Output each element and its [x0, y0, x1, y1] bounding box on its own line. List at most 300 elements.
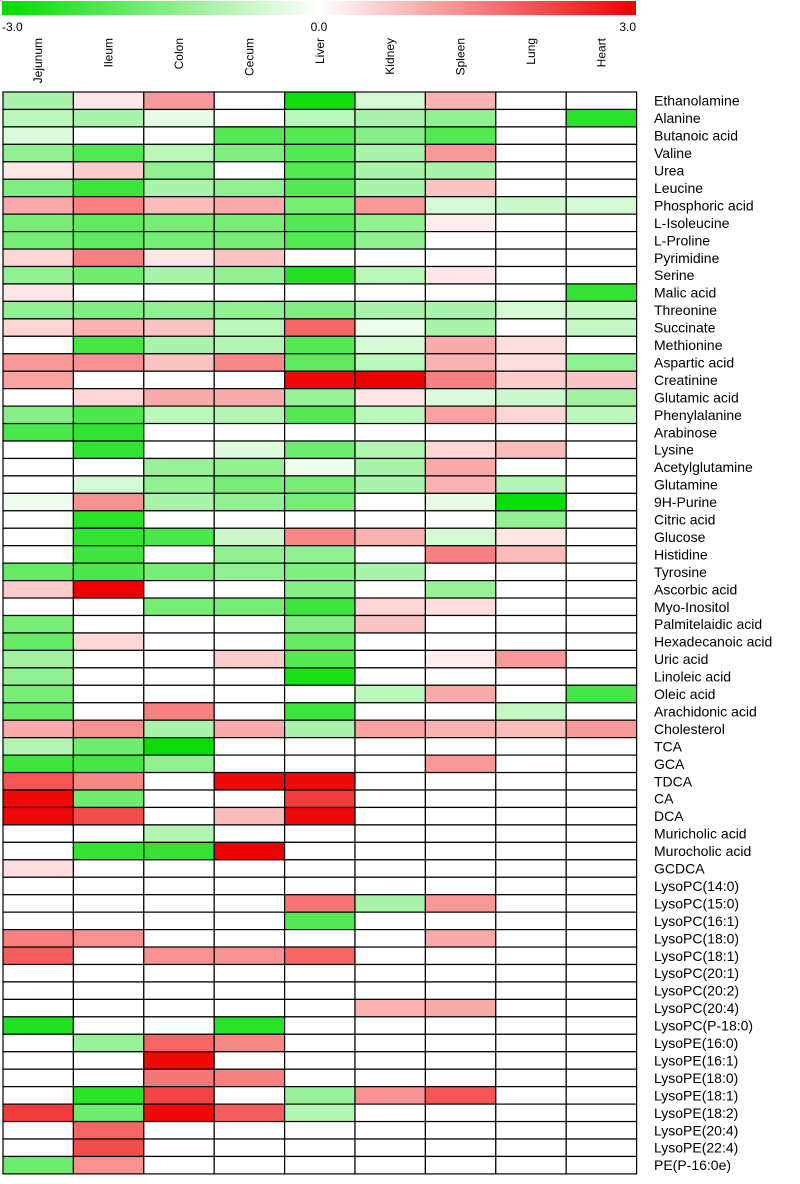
heatmap-cell [73, 1034, 143, 1051]
heatmap-cell [355, 301, 425, 318]
heatmap-cell [73, 1052, 143, 1069]
heatmap-cell [144, 790, 214, 807]
heatmap-cell [214, 685, 284, 702]
heatmap-cell [144, 895, 214, 912]
heatmap-cell [425, 179, 495, 196]
heatmap-cell [496, 1156, 566, 1173]
heatmap-cell [3, 232, 73, 249]
heatmap-cell [285, 127, 355, 144]
heatmap-cell [566, 930, 636, 947]
heatmap-cell [3, 1104, 73, 1121]
heatmap-cell [3, 842, 73, 859]
heatmap-cell [425, 424, 495, 441]
heatmap-cell [566, 1069, 636, 1086]
heatmap-cell [3, 947, 73, 964]
heatmap-cell [214, 930, 284, 947]
heatmap-cell [566, 546, 636, 563]
heatmap-cell [144, 301, 214, 318]
heatmap-cell [144, 633, 214, 650]
row-label: Cholesterol [654, 720, 725, 737]
heatmap-cell [425, 807, 495, 824]
heatmap-cell [566, 912, 636, 929]
heatmap-cell [144, 1156, 214, 1173]
heatmap-cell [496, 616, 566, 633]
heatmap-cell [144, 424, 214, 441]
heatmap-cell [566, 650, 636, 667]
row-label: Histidine [654, 546, 708, 563]
heatmap-cell [73, 790, 143, 807]
row-label: Ascorbic acid [654, 581, 738, 598]
row-label: Creatinine [654, 371, 718, 388]
heatmap-cell [496, 127, 566, 144]
heatmap-cell [73, 860, 143, 877]
heatmap-cell [496, 581, 566, 598]
row-label: Glutamic acid [654, 389, 739, 406]
heatmap-cell [3, 877, 73, 894]
heatmap-cell [355, 563, 425, 580]
row-label: LysoPE(18:0) [654, 1069, 739, 1086]
heatmap-cell [566, 825, 636, 842]
heatmap-cell [214, 441, 284, 458]
row-label: LysoPC(18:0) [654, 930, 740, 947]
row-label: LysoPC(20:2) [654, 982, 740, 999]
row-label: Methionine [654, 337, 723, 354]
heatmap-cell [214, 162, 284, 179]
heatmap-cell [285, 720, 355, 737]
heatmap-cell [566, 127, 636, 144]
heatmap-cell [3, 999, 73, 1016]
heatmap-cell [214, 1052, 284, 1069]
heatmap-cell [73, 755, 143, 772]
heatmap-cell [144, 738, 214, 755]
heatmap-cell [425, 825, 495, 842]
heatmap-cell [425, 1139, 495, 1156]
row-label: LysoPC(16:1) [654, 912, 740, 929]
heatmap-cell [425, 493, 495, 510]
heatmap-cell [73, 825, 143, 842]
heatmap-cell [73, 807, 143, 824]
heatmap-cell [73, 1017, 143, 1034]
heatmap-cell [425, 598, 495, 615]
heatmap-cell [73, 214, 143, 231]
row-label: LysoPC(15:0) [654, 895, 740, 912]
heatmap-cell [566, 109, 636, 126]
heatmap-cell [496, 214, 566, 231]
row-label: Leucine [654, 179, 704, 196]
heatmap-cell [566, 371, 636, 388]
heatmap-cell [214, 109, 284, 126]
heatmap-cell [355, 389, 425, 406]
heatmap-cell [496, 895, 566, 912]
heatmap-cell [566, 1087, 636, 1104]
row-label: LysoPE(18:1) [654, 1087, 739, 1104]
row-label: PE(P-16:0e) [654, 1157, 732, 1174]
heatmap-cell [425, 860, 495, 877]
heatmap-cell [496, 877, 566, 894]
heatmap-cell [3, 790, 73, 807]
color-scale-bar [2, 1, 636, 15]
heatmap-cell [73, 999, 143, 1016]
heatmap-cell [425, 877, 495, 894]
heatmap-cell [425, 703, 495, 720]
heatmap-cell [73, 127, 143, 144]
heatmap-cell [73, 581, 143, 598]
heatmap-cell [285, 301, 355, 318]
row-label: Threonine [654, 302, 718, 319]
heatmap-cell [566, 336, 636, 353]
heatmap-cell [496, 249, 566, 266]
row-label: Alanine [654, 110, 701, 127]
heatmap-cell [285, 860, 355, 877]
row-label: Phenylalanine [654, 406, 742, 423]
heatmap-cell [3, 267, 73, 284]
heatmap-cell [355, 109, 425, 126]
heatmap-cell [355, 319, 425, 336]
heatmap-cell [214, 354, 284, 371]
heatmap-cell [214, 493, 284, 510]
heatmap-cell [73, 179, 143, 196]
row-label: Pyrimidine [654, 249, 720, 266]
heatmap-cell [214, 616, 284, 633]
heatmap-cell [3, 982, 73, 999]
heatmap-cell [425, 581, 495, 598]
heatmap-cell [496, 633, 566, 650]
column-labels [31, 37, 608, 83]
heatmap-cell [285, 825, 355, 842]
heatmap-cell [566, 860, 636, 877]
heatmap-cell [214, 546, 284, 563]
heatmap-cell [496, 284, 566, 301]
heatmap-cell [355, 336, 425, 353]
heatmap-cell [496, 1052, 566, 1069]
heatmap-cell [285, 1034, 355, 1051]
heatmap-cell [566, 424, 636, 441]
heatmap-cell [285, 1122, 355, 1139]
heatmap-cell [425, 336, 495, 353]
heatmap-cell [3, 197, 73, 214]
heatmap-cell [566, 807, 636, 824]
heatmap-cell [144, 703, 214, 720]
heatmap-cell [73, 930, 143, 947]
heatmap-cell [355, 703, 425, 720]
column-label-heart: Heart [594, 38, 609, 68]
heatmap-cell [73, 668, 143, 685]
heatmap-cell [3, 738, 73, 755]
row-label: DCA [654, 808, 684, 825]
heatmap-cell [425, 1156, 495, 1173]
heatmap-cell [144, 249, 214, 266]
heatmap-cell [73, 458, 143, 475]
heatmap-cell [285, 458, 355, 475]
heatmap-cell [285, 773, 355, 790]
heatmap-cell [3, 371, 73, 388]
heatmap-cell [144, 371, 214, 388]
row-label: Uric acid [654, 651, 709, 668]
heatmap-cell [144, 668, 214, 685]
heatmap-cell [214, 127, 284, 144]
heatmap-cell [285, 1069, 355, 1086]
heatmap-cell [566, 598, 636, 615]
row-label: Linoleic acid [654, 668, 732, 685]
heatmap-cell [3, 598, 73, 615]
heatmap-cell [214, 267, 284, 284]
heatmap-cell [73, 109, 143, 126]
heatmap-cell [214, 912, 284, 929]
heatmap-cell [496, 755, 566, 772]
heatmap-cell [3, 965, 73, 982]
heatmap-cell [425, 162, 495, 179]
heatmap-cell [3, 912, 73, 929]
column-label-ileum: Ileum [101, 38, 116, 68]
heatmap-cell [285, 738, 355, 755]
heatmap-cell [425, 546, 495, 563]
heatmap-cell [144, 825, 214, 842]
row-label: Tyrosine [654, 563, 707, 580]
heatmap-cell [144, 860, 214, 877]
heatmap-cell [566, 685, 636, 702]
heatmap-cell [285, 197, 355, 214]
heatmap-cell [3, 563, 73, 580]
heatmap-cell [73, 1069, 143, 1086]
heatmap-cell [285, 877, 355, 894]
heatmap-cell [3, 144, 73, 161]
heatmap-cell [3, 249, 73, 266]
heatmap-cell [496, 999, 566, 1016]
heatmap-cell [355, 458, 425, 475]
heatmap-cell [144, 336, 214, 353]
heatmap-cell [144, 319, 214, 336]
heatmap-cell [566, 179, 636, 196]
heatmap-cell [355, 930, 425, 947]
heatmap-cell [355, 267, 425, 284]
heatmap-cell [566, 755, 636, 772]
heatmap-cell [285, 807, 355, 824]
heatmap-cell [144, 546, 214, 563]
heatmap-cell [425, 1052, 495, 1069]
heatmap-cell [355, 284, 425, 301]
heatmap-cell [566, 354, 636, 371]
heatmap-cell [144, 999, 214, 1016]
heatmap-cell [144, 773, 214, 790]
heatmap-cell [496, 528, 566, 545]
heatmap-cell [144, 284, 214, 301]
heatmap-cell [355, 877, 425, 894]
heatmap-cell [214, 144, 284, 161]
heatmap-cell [3, 284, 73, 301]
heatmap-cell [425, 232, 495, 249]
row-label: Acetylglutamine [654, 459, 753, 476]
heatmap-cell [73, 92, 143, 109]
heatmap-cell [144, 1069, 214, 1086]
heatmap-cell [285, 1052, 355, 1069]
heatmap-cell [214, 598, 284, 615]
heatmap-cell [355, 895, 425, 912]
heatmap-cell [214, 895, 284, 912]
heatmap-cell [3, 633, 73, 650]
heatmap-cell [566, 319, 636, 336]
heatmap-cell [355, 179, 425, 196]
heatmap-cell [144, 441, 214, 458]
heatmap-cell [144, 389, 214, 406]
heatmap-cell [214, 773, 284, 790]
heatmap-cell [425, 650, 495, 667]
row-label: LysoPC(18:1) [654, 947, 740, 964]
heatmap-cell [3, 214, 73, 231]
heatmap-cell [425, 930, 495, 947]
heatmap-cell [144, 1052, 214, 1069]
heatmap-cell [144, 1139, 214, 1156]
heatmap-cell [425, 999, 495, 1016]
row-label: Aspartic acid [654, 354, 735, 371]
heatmap-cell [496, 406, 566, 423]
heatmap-cell [73, 511, 143, 528]
row-label: Succinate [654, 319, 716, 336]
row-label: LysoPE(20:4) [654, 1122, 739, 1139]
heatmap-cell [355, 511, 425, 528]
row-label: Myo-Inositol [654, 598, 730, 615]
heatmap-cell [355, 1034, 425, 1051]
heatmap-cell [73, 144, 143, 161]
heatmap-cell [566, 197, 636, 214]
column-label-lung: Lung [524, 38, 538, 65]
heatmap-cell [3, 336, 73, 353]
heatmap-cell [355, 214, 425, 231]
heatmap-cell [285, 668, 355, 685]
heatmap-cell [285, 354, 355, 371]
heatmap-cell [566, 1052, 636, 1069]
heatmap-cell [144, 1034, 214, 1051]
heatmap-cell [425, 267, 495, 284]
heatmap-cell [496, 441, 566, 458]
heatmap-cell [285, 947, 355, 964]
heatmap-cell [496, 860, 566, 877]
row-label: LysoPE(22:4) [654, 1139, 739, 1156]
heatmap-cell [144, 197, 214, 214]
row-label: LysoPC(P-18:0) [654, 1017, 754, 1034]
heatmap-cell [3, 511, 73, 528]
heatmap-cell [3, 1122, 73, 1139]
heatmap-cell [144, 127, 214, 144]
heatmap-cell [355, 773, 425, 790]
heatmap-cell [285, 232, 355, 249]
row-label: Phosphoric acid [654, 197, 754, 214]
heatmap-cell [73, 895, 143, 912]
heatmap-cell [355, 1087, 425, 1104]
heatmap-cell [566, 999, 636, 1016]
heatmap-cell [566, 633, 636, 650]
heatmap-cell [214, 179, 284, 196]
heatmap-cell [3, 720, 73, 737]
heatmap-cell [566, 895, 636, 912]
column-label-jejunum: Jejunum [31, 38, 46, 84]
heatmap-cell [73, 703, 143, 720]
heatmap-cell [144, 354, 214, 371]
heatmap-cell [496, 493, 566, 510]
heatmap-cell [285, 371, 355, 388]
heatmap-cell [425, 511, 495, 528]
heatmap-cell [214, 528, 284, 545]
heatmap-cell [496, 232, 566, 249]
heatmap-cell [214, 947, 284, 964]
heatmap-cell [285, 842, 355, 859]
heatmap-cell [566, 406, 636, 423]
heatmap-cell [214, 1122, 284, 1139]
heatmap-cell [144, 598, 214, 615]
heatmap-cell [566, 581, 636, 598]
heatmap-cell [285, 703, 355, 720]
heatmap-cell [73, 528, 143, 545]
heatmap-cell [285, 563, 355, 580]
heatmap-cell [425, 633, 495, 650]
heatmap-cell [355, 476, 425, 493]
heatmap-cell [355, 354, 425, 371]
heatmap-cell [566, 1139, 636, 1156]
heatmap-cell [73, 301, 143, 318]
heatmap-cell [73, 1156, 143, 1173]
heatmap-cell [355, 127, 425, 144]
heatmap-cell [214, 424, 284, 441]
row-label: Butanoic acid [654, 127, 739, 144]
heatmap-cell [3, 546, 73, 563]
heatmap-cell [285, 214, 355, 231]
heatmap-cell [144, 1017, 214, 1034]
row-label: TCA [654, 738, 682, 755]
heatmap-cell [73, 441, 143, 458]
heatmap-cell [214, 249, 284, 266]
heatmap-cell [73, 965, 143, 982]
heatmap-cell [355, 581, 425, 598]
heatmap-cell [355, 912, 425, 929]
heatmap-cell [214, 1156, 284, 1173]
heatmap-cell [214, 999, 284, 1016]
heatmap-cell [566, 476, 636, 493]
heatmap-cell [73, 616, 143, 633]
heatmap-cell [355, 685, 425, 702]
heatmap-cell [285, 162, 355, 179]
heatmap-cell [73, 685, 143, 702]
heatmap-cell [144, 476, 214, 493]
heatmap-cell [285, 493, 355, 510]
heatmap-cell [425, 406, 495, 423]
heatmap-cell [425, 92, 495, 109]
heatmap-cell [285, 930, 355, 947]
heatmap-cell [214, 301, 284, 318]
heatmap-cell [144, 109, 214, 126]
heatmap-cell [496, 319, 566, 336]
row-label: LysoPE(16:0) [654, 1035, 739, 1052]
heatmap-cell [355, 232, 425, 249]
heatmap-cell [496, 842, 566, 859]
heatmap-cell [285, 755, 355, 772]
heatmap-cell [355, 1139, 425, 1156]
heatmap-cell [3, 441, 73, 458]
heatmap-cell [566, 738, 636, 755]
heatmap-cell [3, 1034, 73, 1051]
heatmap-cell [285, 912, 355, 929]
heatmap-cell [144, 877, 214, 894]
heatmap-cell [285, 109, 355, 126]
heatmap-cell [566, 249, 636, 266]
column-label-spleen: Spleen [453, 38, 468, 76]
heatmap-cell [496, 773, 566, 790]
heatmap-cell [355, 982, 425, 999]
row-label: Muricholic acid [654, 825, 747, 842]
row-label: L-Proline [654, 232, 711, 249]
heatmap-cell [285, 790, 355, 807]
heatmap-cell [355, 406, 425, 423]
heatmap-cell [496, 389, 566, 406]
heatmap-cell [214, 92, 284, 109]
